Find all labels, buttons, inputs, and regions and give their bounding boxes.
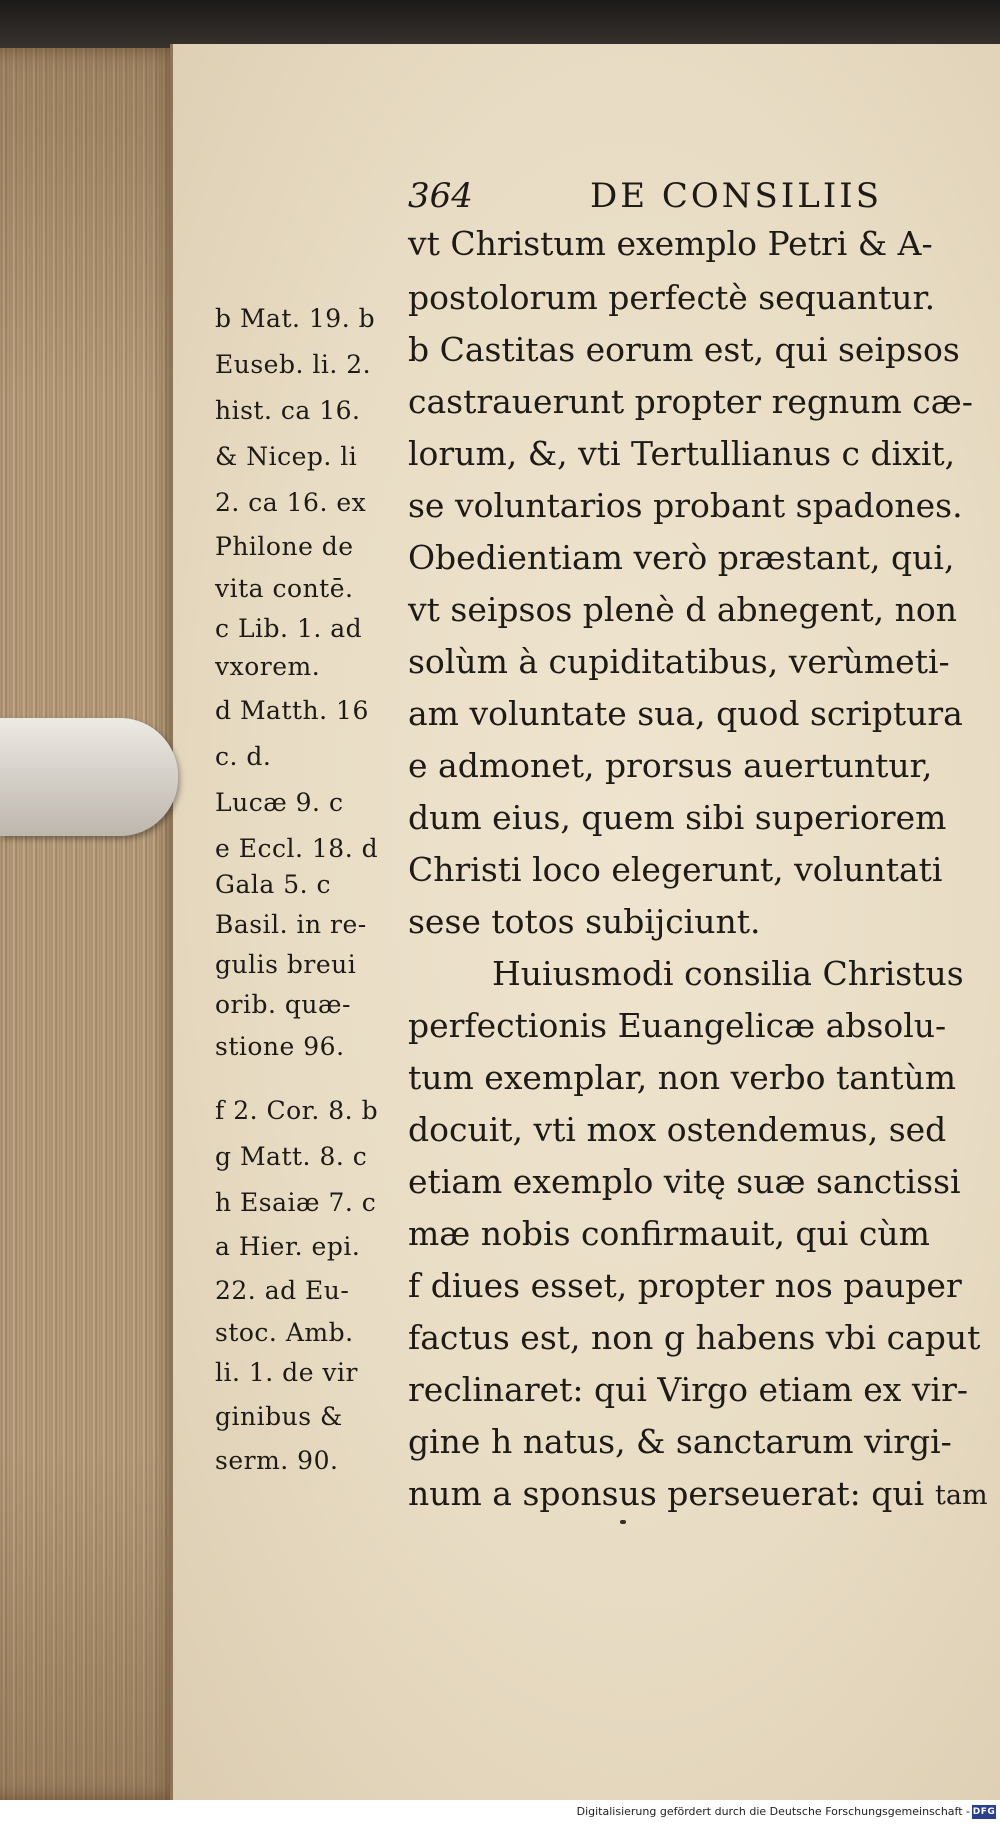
margin-note: a Hier. epi. bbox=[215, 1232, 361, 1261]
body-line: perfectionis Euangelicæ absolu- bbox=[408, 1006, 947, 1045]
body-line: gine h natus, & sanctarum virgi- bbox=[408, 1422, 952, 1461]
margin-note: Philone de bbox=[215, 532, 354, 561]
margin-note: stoc. Amb. bbox=[215, 1318, 354, 1347]
catchword: tam bbox=[935, 1480, 988, 1511]
margin-note: Gala 5. c bbox=[215, 870, 332, 899]
book-page-edges bbox=[0, 48, 182, 1800]
body-line: b Castitas eorum est, qui seipsos bbox=[408, 330, 960, 369]
margin-note: c. d. bbox=[215, 742, 272, 771]
body-line: castrauerunt propter regnum cæ- bbox=[408, 382, 973, 421]
body-line: docuit, vti mox ostendemus, sed bbox=[408, 1110, 947, 1149]
margin-note: d Matth. 16 bbox=[215, 696, 369, 725]
margin-note: 22. ad Eu- bbox=[215, 1276, 350, 1305]
ink-speck bbox=[620, 1520, 626, 1524]
body-line: solùm à cupiditatibus, verùmeti- bbox=[408, 642, 950, 681]
body-line: tum exemplar, non verbo tantùm bbox=[408, 1058, 957, 1097]
body-line: vt Christum exemplo Petri & A- bbox=[408, 224, 933, 263]
body-line: f diues esset, propter nos pauper bbox=[408, 1266, 962, 1305]
body-line: sese totos subijciunt. bbox=[408, 902, 761, 941]
page-holder-clip bbox=[0, 718, 178, 836]
margin-note: f 2. Cor. 8. b bbox=[215, 1096, 379, 1125]
margin-note: hist. ca 16. bbox=[215, 396, 361, 425]
body-line: Christi loco elegerunt, voluntati bbox=[408, 850, 943, 889]
margin-note: Basil. in re- bbox=[215, 910, 367, 939]
body-line: num a sponsus perseuerat: qui bbox=[408, 1474, 925, 1513]
margin-note: h Esaiæ 7. c bbox=[215, 1188, 377, 1217]
margin-note: b Mat. 19. b bbox=[215, 304, 376, 333]
body-line: se voluntarios probant spadones. bbox=[408, 486, 963, 525]
footer-credit: Digitalisierung gefördert durch die Deutsche Forschungsgemeinschaft - bbox=[576, 1805, 970, 1818]
body-line: etiam exemplo vitę suæ sanctissi bbox=[408, 1162, 961, 1201]
margin-note: stione 96. bbox=[215, 1032, 345, 1061]
running-head: DE CONSILIIS bbox=[590, 176, 882, 216]
body-line: Obedientiam verò præstant, qui, bbox=[408, 538, 955, 577]
footer-bar bbox=[0, 1800, 1000, 1825]
margin-note: c Lib. 1. ad bbox=[215, 614, 363, 643]
margin-note: Lucæ 9. c bbox=[215, 788, 344, 817]
dfg-logo: DFG bbox=[972, 1807, 996, 1817]
margin-note: serm. 90. bbox=[215, 1446, 339, 1475]
body-line: vt seipsos plenè d abnegent, non bbox=[408, 590, 957, 629]
page-number: 364 bbox=[408, 176, 473, 216]
margin-note: li. 1. de vir bbox=[215, 1358, 358, 1387]
body-line: dum eius, quem sibi superiorem bbox=[408, 798, 947, 837]
margin-note: vxorem. bbox=[215, 652, 321, 681]
body-line: reclinaret: qui Virgo etiam ex vir- bbox=[408, 1370, 969, 1409]
margin-note: ginibus & bbox=[215, 1402, 343, 1431]
body-line: postolorum perfectè sequantur. bbox=[408, 278, 936, 317]
body-line: mæ nobis confirmauit, qui cùm bbox=[408, 1214, 930, 1253]
margin-note: vita contē. bbox=[215, 574, 354, 603]
margin-note: gulis breui bbox=[215, 950, 357, 979]
margin-note: Euseb. li. 2. bbox=[215, 350, 372, 379]
margin-note: 2. ca 16. ex bbox=[215, 488, 367, 517]
margin-note: & Nicep. li bbox=[215, 442, 358, 471]
body-line: factus est, non g habens vbi caput bbox=[408, 1318, 981, 1357]
margin-note: orib. quæ- bbox=[215, 990, 351, 1019]
margin-note: g Matt. 8. c bbox=[215, 1142, 368, 1171]
body-line: e admonet, prorsus auertuntur, bbox=[408, 746, 933, 785]
body-line: am voluntate sua, quod scriptura bbox=[408, 694, 963, 733]
body-line: Huiusmodi consilia Christus bbox=[492, 954, 964, 993]
margin-note: e Eccl. 18. d bbox=[215, 834, 379, 863]
body-line: lorum, &, vti Tertullianus c dixit, bbox=[408, 434, 956, 473]
